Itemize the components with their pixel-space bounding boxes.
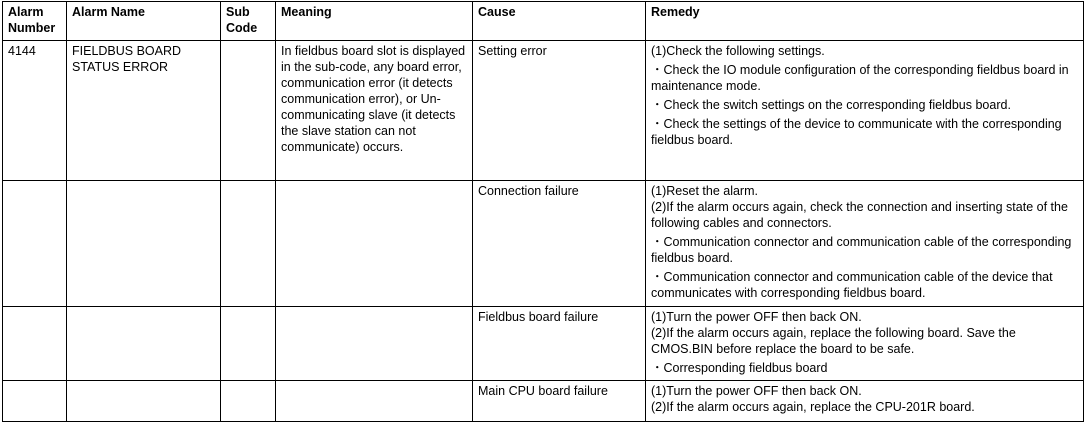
- cause-cell: Connection failure: [473, 181, 646, 307]
- sub-code-cell: [221, 381, 276, 422]
- alarm-name-cell: [67, 307, 221, 381]
- cause-cell: Main CPU board failure: [473, 381, 646, 422]
- table-row: [3, 41, 1084, 181]
- header-cause: Cause: [473, 2, 646, 41]
- alarm-name-cell: [67, 181, 221, 307]
- table-row: [3, 381, 1084, 422]
- meaning-cell: In fieldbus board slot is displayed in the sub-code, any board error, communication error (it detects communication error), or Un-communicating slave (it detects the slave station can not communicate) occurs.: [276, 41, 473, 181]
- meaning-cell: [276, 381, 473, 422]
- sub-code-cell: [221, 181, 276, 307]
- meaning-cell: [276, 181, 473, 307]
- alarm-number-cell: [3, 307, 67, 381]
- table-header-row: [3, 2, 1084, 41]
- cause-cell: Fieldbus board failure: [473, 307, 646, 381]
- alarm-table: [2, 1, 1084, 422]
- remedy-cell: [646, 381, 1084, 422]
- remedy-line: ・Check the settings of the device to communicate with the corresponding fieldbus board.: [651, 117, 1062, 147]
- remedy-line: ・Check the IO module configuration of the corresponding fieldbus board in maintenance mode.: [651, 63, 1069, 93]
- alarm-number-cell: [3, 181, 67, 307]
- header-sub-code: Sub Code: [221, 2, 276, 41]
- remedy-line: (2)If the alarm occurs again, replace the following board. Save the CMOS.BIN before replace the board to be safe.: [651, 326, 1016, 356]
- remedy-cell: [646, 181, 1084, 307]
- alarm-number-cell: 4144: [3, 41, 67, 181]
- header-remedy: Remedy: [646, 2, 1084, 41]
- remedy-line: ・Corresponding fieldbus board: [651, 361, 828, 375]
- cause-cell: Setting error: [473, 41, 646, 181]
- meaning-cell: [276, 307, 473, 381]
- remedy-line: ・Check the switch settings on the corresponding fieldbus board.: [651, 98, 1011, 112]
- table-row: [3, 181, 1084, 307]
- header-meaning: Meaning: [276, 2, 473, 41]
- remedy-cell: [646, 41, 1084, 181]
- sub-code-cell: [221, 307, 276, 381]
- remedy-line: (1)Turn the power OFF then back ON.: [651, 384, 862, 398]
- remedy-line: (1)Reset the alarm.: [651, 184, 758, 198]
- remedy-line: (1)Check the following settings.: [651, 44, 825, 58]
- alarm-number-cell: [3, 381, 67, 422]
- alarm-name-cell: FIELDBUS BOARD STATUS ERROR: [67, 41, 221, 181]
- remedy-line: (1)Turn the power OFF then back ON.: [651, 310, 862, 324]
- remedy-line: (2)If the alarm occurs again, replace the CPU-201R board.: [651, 400, 975, 414]
- remedy-line: ・Communication connector and communication cable of the device that communicates with corresponding fieldbus board.: [651, 270, 1053, 300]
- header-alarm-number: Alarm Number: [3, 2, 67, 41]
- remedy-line: ・Communication connector and communication cable of the corresponding fieldbus board.: [651, 235, 1072, 265]
- table-row: [3, 307, 1084, 381]
- remedy-cell: [646, 307, 1084, 381]
- header-alarm-name: Alarm Name: [67, 2, 221, 41]
- remedy-line: (2)If the alarm occurs again, check the connection and inserting state of the following cables and connectors.: [651, 200, 1068, 230]
- alarm-name-cell: [67, 381, 221, 422]
- sub-code-cell: [221, 41, 276, 181]
